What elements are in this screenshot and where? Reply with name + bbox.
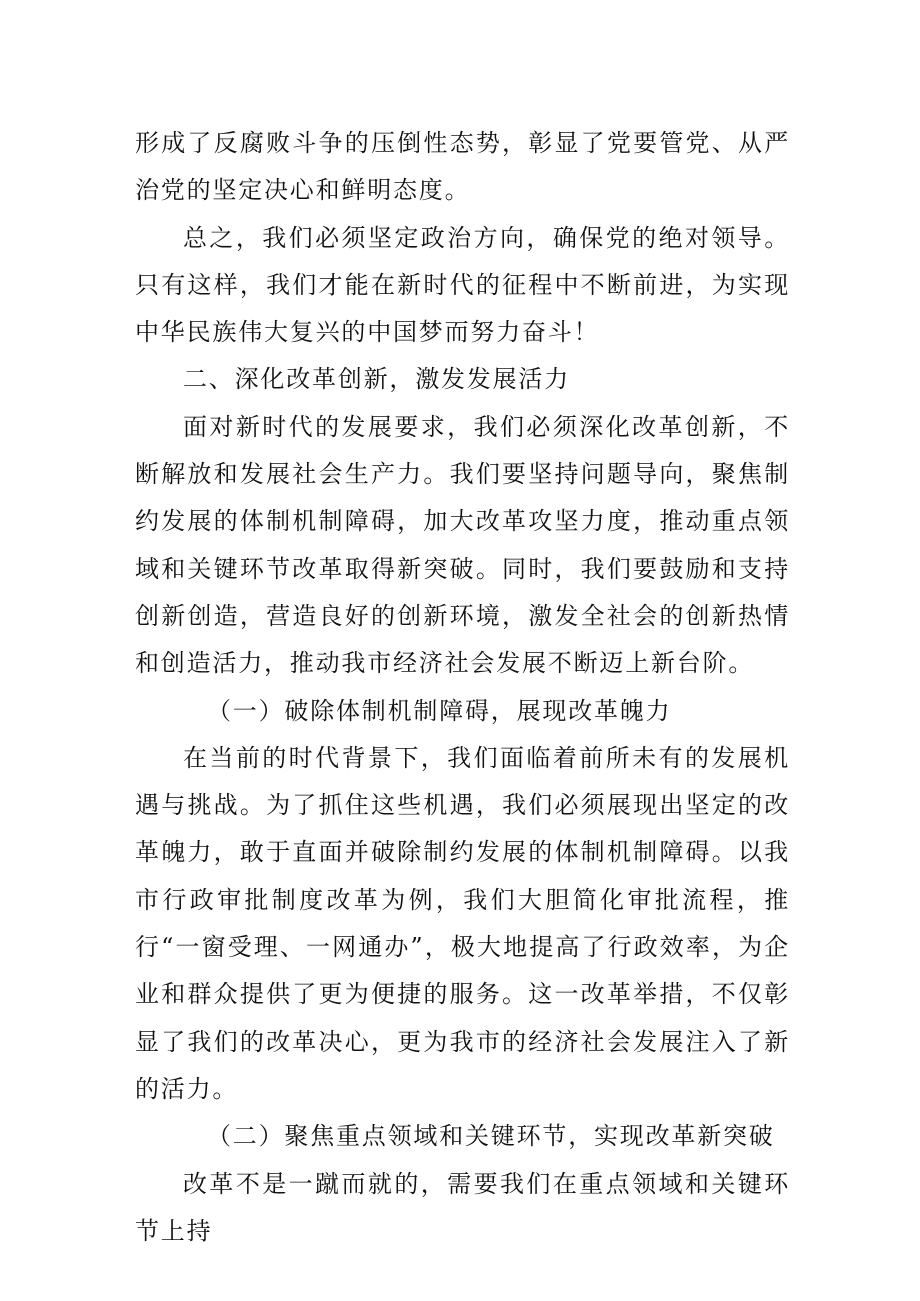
subsection-heading-2: （二）聚焦重点领域和关键环节，实现改革新突破 <box>207 1122 775 1151</box>
paragraph-conclusion: 总之，我们必须坚定政治方向，确保党的绝对领导。只有这样，我们才能在新时代的征程中不断前进，为实现中华民族伟大复兴的中国梦而努力奋斗！ <box>135 223 790 347</box>
subsection-heading-1: （一）破除体制机制障碍，展现改革魄力 <box>207 696 672 725</box>
paragraph-key-areas: 改革不是一蹴而就的，需要我们在重点领域和关键环节上持 <box>135 1169 790 1245</box>
paragraph-admin-reform: 在当前的时代背景下，我们面临着前所未有的发展机遇与挑战。为了抓住这些机遇，我们必须展现出坚定的改革魄力，敢于直面并破除制约发展的体制机制障碍。以我市行政审批制度改革为例，我们大胆简化审批流程，推行“一窗受理、一网通办”，极大地提高了行政效率，为企业和群众提供了更为便捷的服务。这一改革举措，不仅彰显了我们的改革决心，更为我市的经济社会发展注入了新的活力。 <box>135 743 790 1103</box>
document-body <box>135 120 790 1255</box>
section-heading-2: 二、深化改革创新，激发发展活力 <box>183 365 570 394</box>
paragraph-reform-intro: 面对新时代的发展要求，我们必须深化改革创新，不断解放和发展社会生产力。我们要坚持问题导向，聚焦制约发展的体制机制障碍，加大改革攻坚力度，推动重点领域和关键环节改革取得新突破。同时，我们要鼓励和支持创新创造，营造良好的创新环境，激发全社会的创新热情和创造活力，推动我市经济社会发展不断迈上新台阶。 <box>135 412 790 678</box>
paragraph-continuation: 形成了反腐败斗争的压倒性态势，彰显了党要管党、从严治党的坚定决心和鲜明态度。 <box>135 129 790 205</box>
